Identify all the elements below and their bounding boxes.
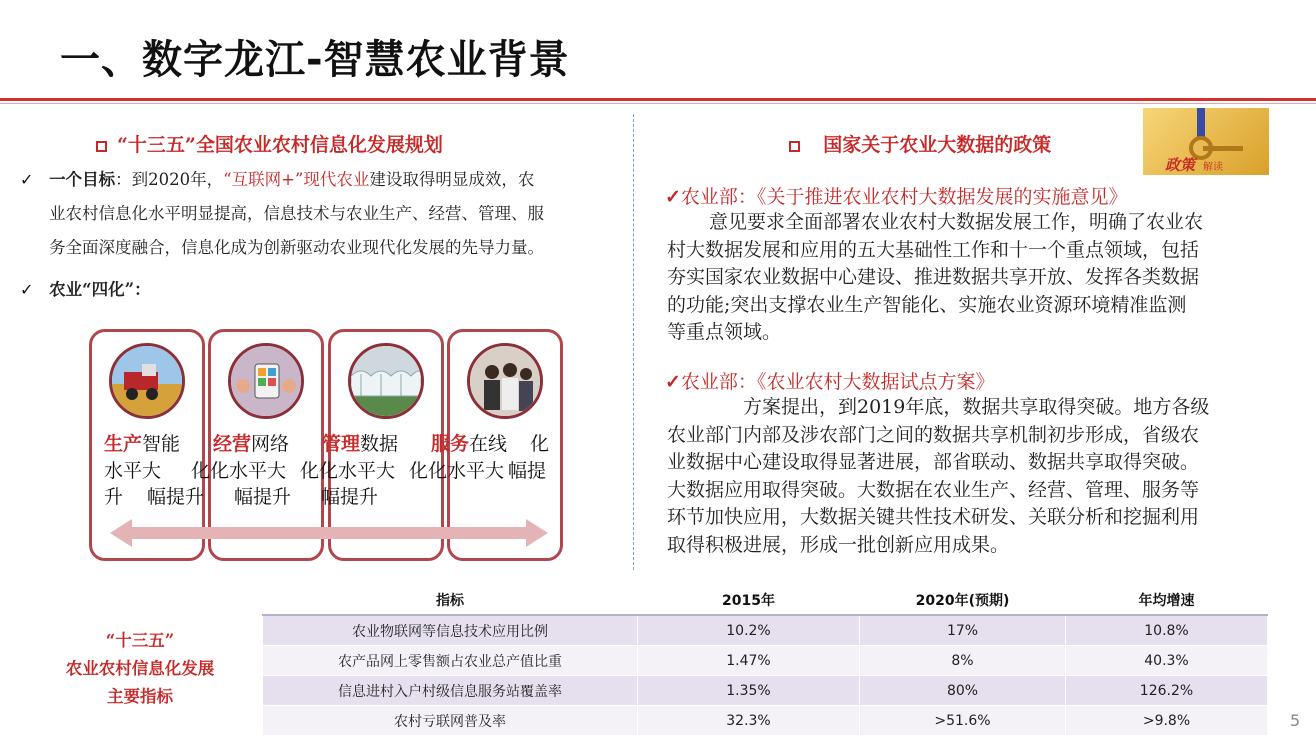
goal-paragraph (20, 163, 630, 265)
service-people-icon (467, 343, 543, 419)
table-cell: >51.6% (860, 706, 1066, 736)
table-row (263, 615, 1268, 646)
table-cell: >9.8% (1066, 706, 1268, 736)
checkmark-icon: ✓ (665, 371, 681, 393)
table-row (263, 706, 1268, 736)
square-bullet-icon (789, 141, 800, 152)
double-arrow-icon (110, 519, 548, 551)
column-divider (633, 114, 634, 570)
table-cell: 126.2% (1066, 676, 1268, 706)
greenhouse-icon (348, 343, 424, 419)
card-operation-line3: 幅提升 (234, 486, 292, 508)
table-side-caption: “十三五” 农业农村信息化发展 主要指标 (65, 631, 215, 706)
policy-1-title: ✓农业部：《关于推进农业农村大数据发展的实施意见》 (665, 186, 1128, 208)
table-header: 指标 (263, 585, 638, 616)
table-row (263, 646, 1268, 676)
table-cell: 8% (860, 646, 1066, 676)
table-header: 年均增速 (1066, 585, 1268, 616)
table-cell: 80% (860, 676, 1066, 706)
four-modernizations-label: ✓ 农业“四化”： (20, 280, 151, 299)
card-management-line3: 幅提升 (321, 486, 379, 508)
card-operation-tail: 化 (300, 460, 320, 482)
table-header: 2020年(预期) (860, 585, 1066, 616)
card-service-line1: 服务在线 (431, 433, 508, 455)
card-production-line3: 升 (104, 486, 124, 508)
table-cell: 17% (860, 615, 1066, 646)
table-cell: 1.35% (638, 676, 860, 706)
card-management-tail: 化 (409, 460, 429, 482)
indicators-table (262, 584, 1268, 736)
card-production-line1: 生产智能 (104, 433, 181, 455)
checkmark-icon: ✓ (20, 280, 34, 299)
card-service-tail: 化 (530, 433, 550, 455)
card-service-line2b: 幅提 (508, 460, 547, 482)
harvester-icon (109, 343, 185, 419)
right-section-heading (789, 130, 1051, 157)
card-production-tail: 化 (191, 460, 211, 482)
goal-line1: 建设取得明显成效，农 (369, 170, 535, 189)
table-cell: 40.3% (1066, 646, 1268, 676)
left-section-heading (96, 130, 443, 157)
table-cell: 1.47% (638, 646, 860, 676)
card-management-line2: 化水平大 (319, 460, 396, 482)
right-heading-text: 国家关于农业大数据的政策 (823, 134, 1052, 156)
table-row (263, 676, 1268, 706)
table-cell: 信息进村入户村级信息服务站覆盖率 (263, 676, 638, 706)
goal-label: 一个目标 (49, 170, 116, 189)
ecommerce-icon (228, 343, 304, 419)
page-number: 5 (1290, 711, 1301, 730)
square-bullet-icon (96, 141, 107, 152)
table-header: 2015年 (638, 585, 860, 616)
policy-2-body: 方案提出，到2019年底，数据共享取得突破。地方各级 农业部门内部及涉农部门之间的数据共享机制初步形成，省级农 业数据中心建设取得显著进展，部省联动、数据共享取得突破。 大数据应用取得突破。大数据在农业生产、经营、管理、服务等 环节加快应用，大数据关键共性技术研发、关联分析和挖掘利用 取得积极进展，形成一批创新应用成果。 (667, 396, 1210, 556)
checkmark-icon: ✓ (20, 170, 34, 189)
table-cell: 10.2% (638, 615, 860, 646)
policy-2-title: ✓农业部：《农业农村大数据试点方案》 (665, 371, 995, 393)
goal-highlight: “互联网+”现代农业 (223, 170, 370, 189)
left-heading-text: “十三五”全国农业农村信息化发展规划 (117, 134, 443, 156)
title-underline-thin (0, 103, 1316, 104)
title-underline (0, 98, 1316, 101)
card-operation-line2: 化水平大 (210, 460, 287, 482)
table-cell: 10.8% (1066, 615, 1268, 646)
goal-prefix: ：到2020年， (115, 170, 224, 189)
table-cell: 农产品网上零售额占农业总产值比重 (263, 646, 638, 676)
indicators-table-wrapper (262, 584, 1268, 736)
badge-subtext: 解读 (1203, 162, 1223, 173)
goal-line3: 务全面深度融合，信息化成为创新驱动农业现代化发展的先导力量。 (49, 238, 544, 257)
card-management-line1: 管理数据 (322, 433, 399, 455)
table-header-row (263, 585, 1268, 616)
checkmark-icon: ✓ (665, 186, 681, 208)
page-title: 一、数字龙江-智慧农业背景 (60, 37, 570, 83)
policy-badge-image (1143, 108, 1269, 175)
badge-text: 政策 (1165, 156, 1196, 174)
table-cell: 农业物联网等信息技术应用比例 (263, 615, 638, 646)
policy-1-body: 意见要求全面部署农业农村大数据发展工作，明确了农业农 村大数据发展和应用的五大基础性工作和十一个重点领域，包括 夯实国家农业数据中心建设、推进数据共享开放、发挥各类数据 的功能;突出支撑农业生产智能化、实施农业资源环境精准监测 等重点领域。 (667, 211, 1204, 343)
card-production-line3b: 幅提升 (147, 486, 205, 508)
card-production-line2: 水平大 (104, 460, 162, 482)
goal-line2: 业农村信息化水平明显提高，信息技术与农业生产、经营、管理、服 (49, 204, 544, 223)
card-service-line2: 化水平大 (428, 460, 505, 482)
card-operation-line1: 经营网络 (213, 433, 290, 455)
table-cell: 32.3% (638, 706, 860, 736)
table-cell: 农村亏联网普及率 (263, 706, 638, 736)
